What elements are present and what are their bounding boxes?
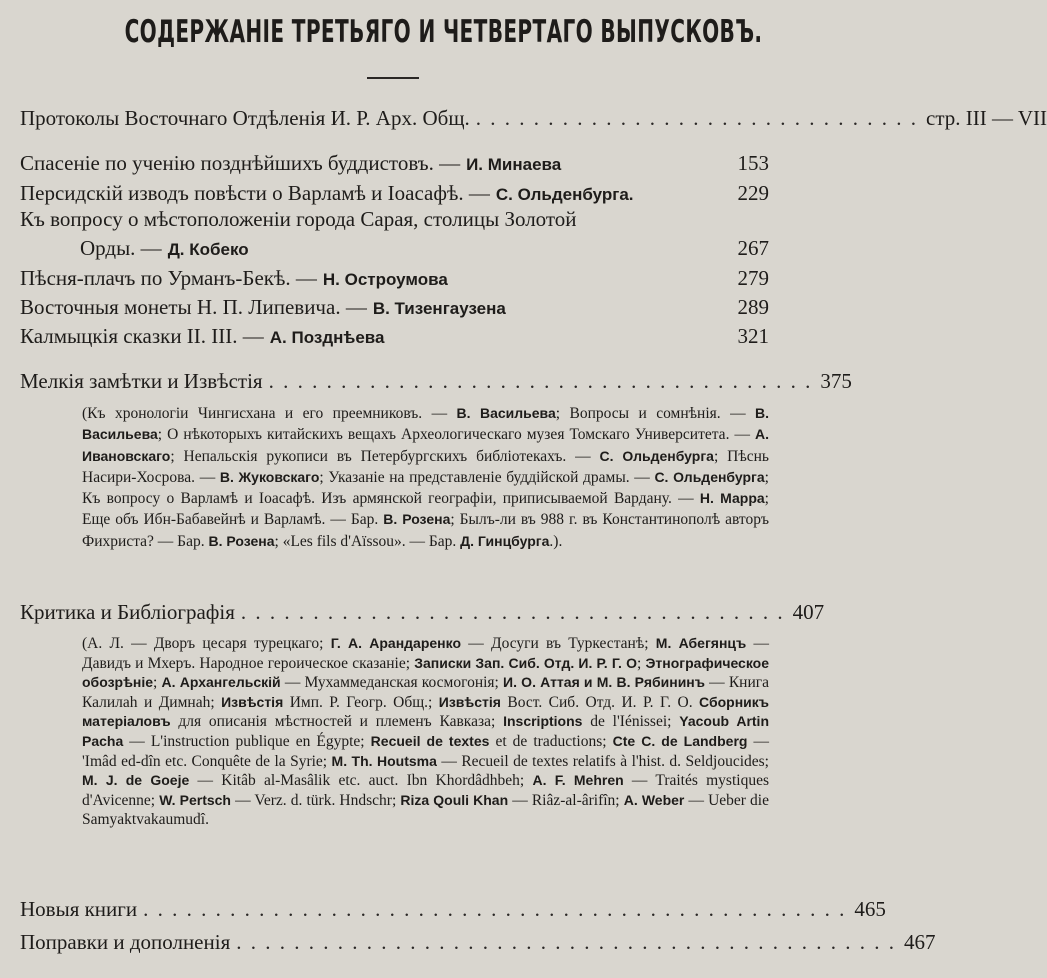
section-page: 407 [792,600,825,624]
toc-entry-title: Персидскій изводъ повѣсти о Варламѣ и Іоасафѣ. — [20,181,490,205]
toc-entry-title: Восточныя монеты Н. П. Липевича. — [20,295,367,319]
dot-leader: . . . . . . . . . . . . . . . . . . . . . . . . . . . . . . . . . . . . . . [240,600,785,624]
toc-entry-page: 229 [737,181,769,205]
toc-entry-critique-section[interactable] [20,600,825,625]
toc-entry-article[interactable] [20,295,769,320]
toc-entry-page: 267 [737,236,769,260]
notes-list: (Къ хронологіи Чингисхана и его преемниковъ. — В. Васильева; Вопросы и сомнѣнія. — В. Васильева; О нѣкоторыхъ китайскихъ вещахъ Археологическаго музея Томскаго Университета. — А. Ивановскаго; Непальскія рукописи въ Петербургскихъ библіотекахъ. — С. Ольденбурга; Пѣснь Насири-Хосрова. — В. Жуковскаго; Указаніе на представленіе буддійской драмы. — С. Ольденбурга; Къ вопросу о Варламѣ и Іоасафѣ. Изъ армянской географіи, приписываемой Вардану. — Н. Марра; Еще объ Ибн-Бабавейнѣ и Варламѣ. — Бар. В. Розена; Былъ-ли въ 988 г. въ Константинополѣ авторъ Фихриста? — Бар. В. Розена; «Les fils d'Aïssou». — Бар. Д. Гинцбурга.). [82,405,770,550]
toc-entry-author: С. Ольденбурга. [495,185,634,204]
toc-entry-article[interactable] [20,151,769,176]
toc-entry-protocols[interactable] [20,106,1047,131]
toc-entry-page: стр. III — VII [926,106,1047,130]
toc-entry-page: 289 [737,295,769,319]
toc-entry-title: Спасеніе по ученію позднѣйшихъ буддистовъ. — [20,151,461,175]
section-page: 467 [904,930,936,954]
section-title: Новыя книги [20,897,138,921]
section-title: Критика и Библіографія [20,600,235,624]
section-page: 375 [820,369,852,393]
toc-entry-author: Д. Кобеко [167,240,249,259]
toc-entry-article[interactable] [20,181,769,206]
toc-entry-new-books[interactable] [20,897,886,922]
toc-entry-article[interactable] [20,266,769,291]
section-title: Поправки и дополненія [20,930,231,954]
toc-entry-author: И. Минаева [466,155,562,174]
dot-leader: . . . . . . . . . . . . . . . . . . . . . . . . . . . . . . . . . . . . . . [268,369,813,393]
page-title: СОДЕРЖАНІЕ ТРЕТЬЯГО И ЧЕТВЕРТАГО ВЫПУСКОВЪ. [124,14,763,50]
dot-leader: . . . . . . . . . . . . . . . . . . . . . . . . . . . . . . . . . . . . . . . . . . . . . . [236,930,896,954]
toc-entry-title-line1: Къ вопросу о мѣстоположеніи города Сарая, столицы Золотой [20,207,577,231]
toc-entry-page: 153 [737,151,769,175]
toc-entry-author: В. Тизенгаузена [372,299,506,318]
toc-entry-author: Н. Остроумова [322,270,448,289]
toc-entry-article[interactable] [20,324,769,349]
toc-entry-notes-section[interactable] [20,369,852,394]
toc-entry-title: Орды. — [80,236,162,260]
toc-entry-author: А. Позднѣева [269,328,385,347]
toc-entry-page: 321 [737,324,769,348]
toc-entry-title: Калмыцкія сказки II. III. — [20,324,264,348]
dot-leader: . . . . . . . . . . . . . . . . . . . . . . . . . . . . . . . . . . . . . . . . . . . . . . . . . [143,897,847,921]
section-page: 465 [854,897,886,921]
title-rule [367,77,419,79]
toc-entry-page: 279 [737,266,769,290]
toc-entry-title: Пѣсня-плачъ по Урманъ-Бекѣ. — [20,266,317,290]
toc-entry-corrections[interactable] [20,930,936,955]
critique-list: (А. Л. — Дворъ цесаря турецкаго; Г. А. Арандаренко — Досуги въ Туркестанѣ; М. Абегянцъ — Давидъ и Мхеръ. Народное героическое сказаніе; Записки Зап. Сиб. Отд. И. Р. Г. О; Этнографическое обозрѣніе; А. Архангельскій — Мухаммеданская космогонія; И. О. Аттая и М. В. Рябининъ — Книга Калилаh и Димнаh; Извѣстія Имп. Р. Геогр. Общ.; Извѣстія Вост. Сиб. Отд. И. Р. Г. О. Сборникъ матеріаловъ для описанія мѣстностей и племенъ Кавказа; Inscriptions de l'Iénissei; Yacoub Artin Pacha — L'instruction publique en Égypte; Recueil de textes et de traductions; Cte C. de Landberg — 'Imâd ed-dîn etc. Conquête de la Syrie; M. Th. Houtsma — Recueil de textes relatifs à l'hist. d. Seldjoucides; M. J. de Goeje — Kitâb al-Masâlik etc. auct. Ibn Khordâdhbeh; A. F. Mehren — Traités mystiques d'Avicenne; W. Pertsch — Verz. d. türk. Hndschr; Riza Qouli Khan — Riâz-al-ârifîn; A. Weber — Ueber die Samyaktvakaumudî. [82,635,769,829]
section-title: Мелкія замѣтки и Извѣстія [20,369,263,393]
toc-entry-article[interactable] [80,236,769,261]
toc-entry-title: Протоколы Восточнаго Отдѣленія И. Р. Арх. Общ. [20,106,470,130]
dot-leader: . . . . . . . . . . . . . . . . . . . . . . . . . . . . . . . [475,106,918,130]
